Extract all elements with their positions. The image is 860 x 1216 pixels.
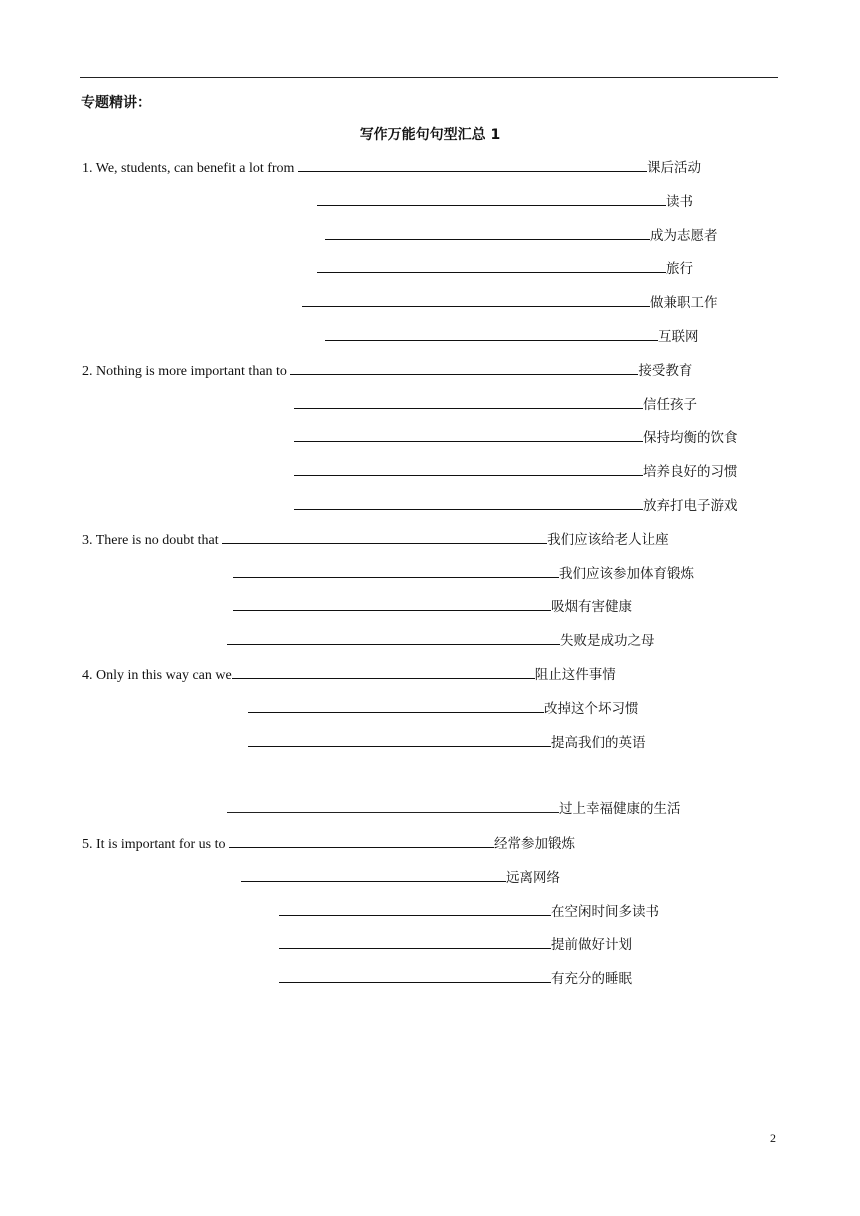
- answer-blank[interactable]: [279, 935, 551, 949]
- hint-text: 接受教育: [638, 363, 693, 379]
- hint-text: 课后活动: [646, 160, 701, 176]
- sentence-2-line-1: [82, 361, 692, 381]
- sentence-1-line-4: [317, 259, 693, 279]
- sentence-4-line-3: [248, 733, 646, 753]
- answer-blank[interactable]: [325, 226, 650, 240]
- answer-blank[interactable]: [241, 868, 506, 882]
- hint-text: 我们应该参加体育锻炼: [559, 566, 694, 582]
- sentence-3-prompt: 3. There is no doubt that: [82, 533, 223, 548]
- hint-text: 提前做好计划: [551, 937, 632, 953]
- answer-blank[interactable]: [248, 733, 551, 747]
- sentence-2-prompt: 2. Nothing is more important than to: [82, 364, 291, 379]
- sentence-1-line-3: [325, 226, 718, 246]
- sentence-4-prompt: 4. Only in this way can we: [82, 668, 232, 683]
- answer-blank[interactable]: [294, 496, 643, 510]
- answer-blank[interactable]: [232, 665, 535, 679]
- answer-blank[interactable]: [317, 259, 666, 273]
- hint-text: 读书: [666, 194, 693, 210]
- hint-text: 改掉这个坏习惯: [544, 701, 639, 717]
- sentence-5-line-5: [279, 969, 632, 989]
- sentence-1-line-2: [317, 192, 693, 212]
- answer-blank[interactable]: [294, 462, 643, 476]
- answer-blank[interactable]: [302, 293, 650, 307]
- hint-text: 失败是成功之母: [560, 633, 655, 649]
- sentence-4-line-2: [248, 699, 639, 719]
- sentence-4-line-1: [82, 665, 616, 685]
- hint-text: 旅行: [666, 261, 693, 277]
- sentence-1-line-6: [325, 327, 699, 347]
- hint-text: 培养良好的习惯: [643, 464, 738, 480]
- answer-blank[interactable]: [227, 631, 560, 645]
- hint-text: 放弃打电子游戏: [643, 498, 738, 514]
- hint-text: 有充分的睡眠: [551, 971, 632, 987]
- page-number: 2: [770, 1131, 776, 1145]
- hint-text: 吸烟有害健康: [551, 599, 632, 615]
- hint-text: 信任孩子: [643, 397, 697, 413]
- answer-blank[interactable]: [317, 192, 666, 206]
- answer-blank[interactable]: [279, 902, 551, 916]
- sentence-2-line-4: [294, 462, 738, 482]
- answer-blank[interactable]: [298, 158, 647, 172]
- answer-blank[interactable]: [222, 530, 547, 544]
- sentence-5-line-2: [241, 868, 560, 888]
- answer-blank[interactable]: [227, 803, 559, 813]
- answer-blank[interactable]: [290, 361, 638, 375]
- answer-blank[interactable]: [229, 834, 494, 848]
- sentence-2-line-2: [294, 395, 697, 415]
- answer-blank[interactable]: [233, 597, 551, 611]
- sentence-5-prompt: 5. It is important for us to: [82, 837, 229, 852]
- sentence-1-line-5: [302, 293, 718, 313]
- answer-blank[interactable]: [248, 699, 544, 713]
- page-title: 写作万能句句型汇总 1: [359, 127, 501, 143]
- answer-blank[interactable]: [279, 969, 551, 983]
- sentence-2-line-5: [294, 496, 738, 516]
- sentence-5-line-3: [279, 902, 659, 922]
- sentence-1-line-1: [82, 158, 701, 178]
- answer-blank[interactable]: [294, 428, 643, 442]
- hint-text: 远离网络: [506, 870, 560, 886]
- answer-blank[interactable]: [233, 564, 559, 578]
- answer-blank[interactable]: [294, 395, 643, 409]
- hint-text: 成为志愿者: [650, 228, 718, 244]
- sentence-5-line-4: [279, 935, 632, 955]
- sentence-3-line-2: [233, 564, 694, 584]
- sentence-4-line-4: [227, 800, 681, 819]
- sentence-2-line-3: [294, 428, 738, 448]
- hint-text: 经常参加锻炼: [494, 836, 575, 852]
- header-rule: [80, 77, 778, 78]
- hint-text: 在空闲时间多读书: [551, 904, 659, 920]
- sentence-1-prompt: 1. We, students, can benefit a lot from: [82, 161, 298, 176]
- sentence-3-line-4: [227, 631, 655, 651]
- sentence-3-line-1: [82, 530, 669, 550]
- sentence-5-line-1: [82, 834, 575, 854]
- section-label: 专题精讲：: [81, 95, 151, 111]
- hint-text: 我们应该给老人让座: [547, 532, 669, 548]
- sentence-3-line-3: [233, 597, 632, 617]
- hint-text: 提高我们的英语: [551, 735, 646, 751]
- hint-text: 保持均衡的饮食: [643, 430, 738, 446]
- answer-blank[interactable]: [325, 327, 658, 341]
- hint-text: 互联网: [658, 329, 699, 345]
- hint-text: 阻止这件事情: [534, 667, 616, 683]
- hint-text: 做兼职工作: [650, 295, 718, 311]
- hint-text: 过上幸福健康的生活: [559, 801, 681, 817]
